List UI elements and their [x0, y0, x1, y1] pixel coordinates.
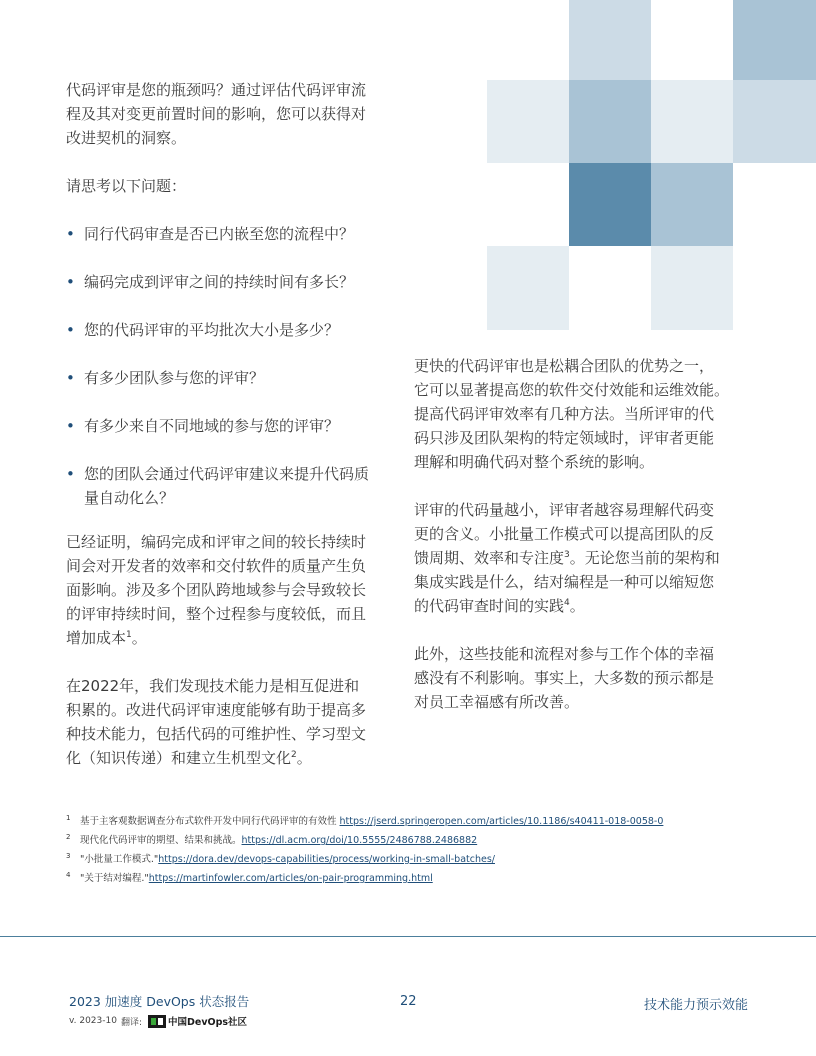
- footnote-number: 3: [66, 852, 71, 860]
- list-item: [66, 414, 396, 438]
- mosaic-tile: [569, 163, 651, 246]
- footnote-ref-2[interactable]: 2: [291, 750, 297, 760]
- bullet-icon: •: [66, 225, 75, 243]
- devops-community-logo: [148, 1014, 247, 1028]
- page-number: 22: [400, 994, 417, 1009]
- findings-tail: 。: [296, 749, 312, 767]
- questions-lead: 请思考以下问题：: [66, 177, 187, 195]
- logo-text: 中国DevOps社区: [168, 1017, 248, 1028]
- bullet-icon: •: [66, 321, 75, 339]
- evidence-tail: 。: [131, 629, 147, 647]
- footnote-link[interactable]: https://dora.dev/devops-capabilities/process/working-in-small-batches/: [158, 854, 495, 865]
- mosaic-tile: [651, 80, 733, 163]
- footnote-ref-3[interactable]: 3: [564, 550, 570, 560]
- footnote: [66, 831, 766, 850]
- smaller-reviews-paragraph: [414, 498, 750, 618]
- logo-icon: [148, 1015, 166, 1028]
- wellbeing-paragraph: 此外，这些技能和流程对参与工作个体的幸福 感没有不利影响。事实上，大多数的预示都是 对员工幸福感有所改善。: [414, 645, 715, 711]
- question-text: 您的代码评审的平均批次大小是多少？: [84, 321, 340, 339]
- footnote-number: 4: [66, 871, 71, 879]
- footnote-text: 现代化代码评审的期望、结果和挑战。: [80, 835, 242, 846]
- footnote-text: "关于结对编程.": [80, 873, 149, 884]
- question-text: 有多少团队参与您的评审？: [84, 369, 265, 387]
- list-item: [66, 270, 396, 294]
- bullet-icon: •: [66, 273, 75, 291]
- footnotes: [66, 812, 766, 888]
- mosaic-tile: [569, 80, 651, 163]
- question-text: 同行代码审查是否已内嵌至您的流程中？: [84, 225, 355, 243]
- faster-reviews-paragraph: 更快的代码评审也是松耦合团队的优势之一， 它可以显著提高您的软件交付效能和运维效能。 提高代码评审效率有几种方法。当所评审的代 码只涉及团队架构的特定领域时，评审者更能 理解和明确代码对整个系统的影响。: [414, 357, 730, 471]
- bullet-icon: •: [66, 369, 75, 387]
- question-text: 有多少来自不同地域的参与您的评审？: [84, 417, 340, 435]
- evidence-text: 已经证明，编码完成和评审之间的较长持续时 间会对开发者的效率和交付软件的质量产生负 面影响。涉及多个团队跨地域参与会导致较长 的评审持续时间，整个过程参与度较低，而且 增加成本: [66, 533, 367, 647]
- list-item: [66, 462, 396, 510]
- bullet-icon: •: [66, 465, 75, 483]
- version-text: v. 2023-10: [69, 1016, 117, 1026]
- intro-paragraph: 代码评审是您的瓶颈吗？通过评估代码评审流 程及其对变更前置时间的影响，您可以获得对 改进契机的洞察。: [66, 81, 367, 147]
- footnote: [66, 869, 766, 888]
- footnote: [66, 850, 766, 869]
- mosaic-tile: [487, 80, 569, 163]
- footnote-link[interactable]: https://dl.acm.org/doi/10.5555/2486788.2486882: [241, 835, 478, 846]
- right-column: [414, 354, 750, 714]
- footnote-text: 基于主客观数据调查分布式软件开发中同行代码评审的有效性: [80, 816, 340, 827]
- mosaic-tile: [487, 246, 569, 330]
- list-item: [66, 366, 396, 390]
- list-item: [66, 318, 396, 342]
- footnote-number: 2: [66, 833, 71, 841]
- footnote-text: "小批量工作模式.": [80, 854, 159, 865]
- footnote-ref-4[interactable]: 4: [564, 598, 570, 608]
- bullet-icon: •: [66, 417, 75, 435]
- evidence-paragraph: [66, 530, 396, 650]
- question-list: [66, 222, 396, 510]
- mosaic-tile: [733, 80, 816, 163]
- question-text: 您的团队会通过代码评审建议来提升代码质 量自动化么？: [84, 465, 370, 507]
- footnote-link[interactable]: https://jserd.springeropen.com/articles/10.1186/s40411-018-0058-0: [339, 816, 664, 827]
- footnote-ref-1[interactable]: 1: [126, 630, 132, 640]
- mosaic-tile: [733, 0, 816, 80]
- report-title: 2023 加速度 DevOps 状态报告: [69, 994, 250, 1009]
- findings-paragraph: [66, 674, 396, 770]
- question-text: 编码完成到评审之间的持续时间有多长？: [84, 273, 355, 291]
- left-column: [66, 78, 396, 770]
- mosaic-tile: [569, 0, 651, 80]
- mosaic-tile: [651, 163, 733, 246]
- footnote-number: 1: [66, 814, 71, 822]
- footnote: [66, 812, 766, 831]
- footnote-link[interactable]: https://martinfowler.com/articles/on-pair-programming.html: [148, 873, 433, 884]
- mosaic-tile: [651, 246, 733, 330]
- version-line: [69, 1014, 247, 1028]
- smaller-reviews-text-1: 评审的代码量越小，评审者越容易理解代码变 更的含义。小批量工作模式可以提高团队的反 馈周期、效率和专注度: [414, 501, 715, 567]
- smaller-reviews-text-2: 。无论您当前的架构和 集成实践是什么，结对编程是一种可以缩短您 的代码审查时间的实践: [414, 549, 720, 615]
- section-title: 技术能力预示效能: [643, 998, 748, 1013]
- smaller-reviews-tail: 。: [569, 597, 585, 615]
- translation-label: 翻译:: [120, 1017, 142, 1028]
- list-item: [66, 222, 396, 246]
- findings-text: 在2022年，我们发现技术能力是相互促进和 积累的。改进代码评审速度能够有助于提高多 种技术能力，包括代码的可维护性、学习型文 化（知识传递）和建立生机型文化: [66, 677, 367, 767]
- footer-divider: [0, 936, 816, 937]
